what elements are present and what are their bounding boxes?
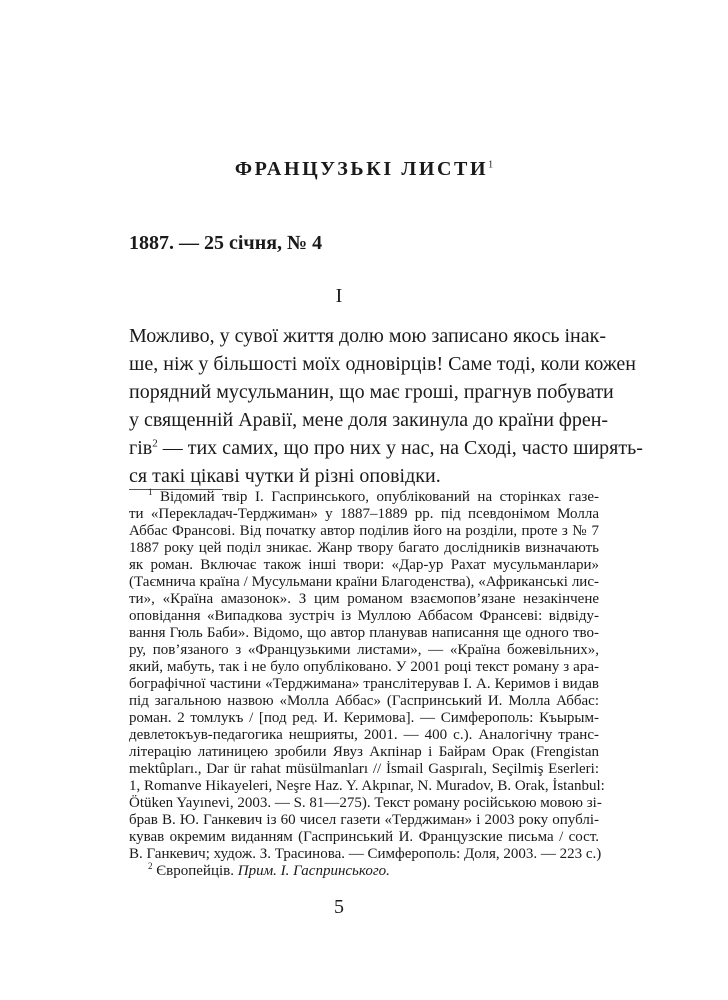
footnote-line [148, 863, 599, 880]
footnote-line: брав В. Ю. Ганкевич із 60 чисел газети «Терджиман» і 2003 року опублі- [129, 812, 599, 828]
body-line: ся такі цікаві чутки й різні оповідки. [129, 465, 441, 487]
footnote-line: Ötüken Yayınevi, 2003. — S. 81—275). Текст роману російською мовою зі- [129, 795, 602, 811]
footnote-line [148, 489, 599, 506]
footnote-line: mektûpları., Dar ür rahat müsülmanları // İsmail Gaspıralı, Seçilmiş Eserleri: [129, 761, 599, 777]
footnote-line: ти», «Країна амазонок». З цим романом взаємопов’язане незакінчене [129, 591, 599, 607]
body-line-rest: — тих самих, що про них у нас, на Сході, часто ширять- [162, 437, 643, 459]
chapter-title-text: ФРАНЦУЗЬКІ ЛИСТИ [234, 158, 489, 180]
footnote-line: кував окремим виданням (Гаспринський И. Французские письма / сост. [129, 829, 599, 845]
footnote-line: вання Гюль Баби». Відомо, що автор планував написання ще одного тво- [129, 625, 599, 641]
footnote-line: бографічної частини «Терджимана» транслітерував І. А. Керимов і видав [129, 676, 599, 692]
footnote-line-text: Відомий твір І. Гаспринського, опублікований на сторінках газе- [160, 489, 599, 505]
body-line-with-footnote [129, 434, 643, 462]
footnote-2-text: Європейців. [156, 863, 234, 879]
footnote-line: 1, Romanve Hikayeleri, Neşre Haz. Y. Akpınar, N. Muradov, B. Orak, İstanbul: [129, 778, 605, 794]
body-line: у священній Аравії, мене доля закинула до країни френ- [129, 409, 609, 431]
footnote-line: Аббас Франсові. Від початку автор поділив його на розділи, проте з № 7 [129, 523, 599, 539]
chapter-title [0, 158, 728, 181]
footnote-line: девлетокъув-педагогика нешрияты, 2001. — 400 с.). Аналогічну транс- [129, 727, 599, 743]
section-number: І [335, 285, 343, 307]
page-number: 5 [334, 896, 344, 918]
footnote-ref-2: 2 [152, 437, 158, 450]
footnote-2-note: Прим. І. Гаспринського. [237, 863, 390, 879]
body-line: порядний мусульманин, що має гроші, прагнув побувати [129, 381, 614, 403]
footnote-line: 1887 року цей поділ зникає. Жанр твору багато дослідників визначають [129, 540, 599, 556]
footnote-line: як роман. Включає також інші твори: «Дар-ур Рахат мусульманлари» [129, 557, 599, 573]
body-line: Можливо, у сувої життя долю мою записано якось інак- [129, 325, 606, 347]
footnote-line: В. Ганкевич; худож. З. Трасинова. — Симферополь: Доля, 2003. — 223 с.) [129, 846, 602, 862]
footnote-line: роман. 2 томлукъ / [под ред. И. Керимова]. — Симферополь: Къырым- [129, 710, 599, 726]
footnote-ref-1: 1 [488, 159, 494, 171]
footnote-line: ти «Перекладач-Терджиман» у 1887–1889 рр. під псевдонімом Молла [129, 506, 599, 522]
footnote-line: оповідання «Випадкова зустріч із Муллою Аббасом Франсеві: відвіду- [129, 608, 599, 624]
footnote-line: під загальною назвою «Молла Аббас» (Гаспринський И. Молла Аббас: [129, 693, 599, 709]
footnote-line: (Таємнича країна / Мусульмани країни Благоденства), «Африканські лис- [129, 574, 599, 590]
footnote-line: який, мабуть, так і не було опубліковано. У 2001 році текст роману з ара- [129, 659, 599, 675]
body-line: ше, ніж у більшості моїх одновірців! Саме тоді, коли кожен [129, 353, 636, 375]
footnote-line: літерацію латиницею зробили Явуз Акпінар і Байрам Орак (Frengistan [129, 744, 599, 760]
body-line-prefix: гів [129, 437, 153, 459]
footnote-line: ру, пов’язаного з «Французькими листами», — «Країна божевільних», [129, 642, 599, 658]
footnote-1-mark: 1 [148, 487, 153, 497]
footnote-2-mark: 2 [148, 861, 153, 871]
issue-date-heading: 1887. — 25 січня, № 4 [129, 232, 323, 254]
